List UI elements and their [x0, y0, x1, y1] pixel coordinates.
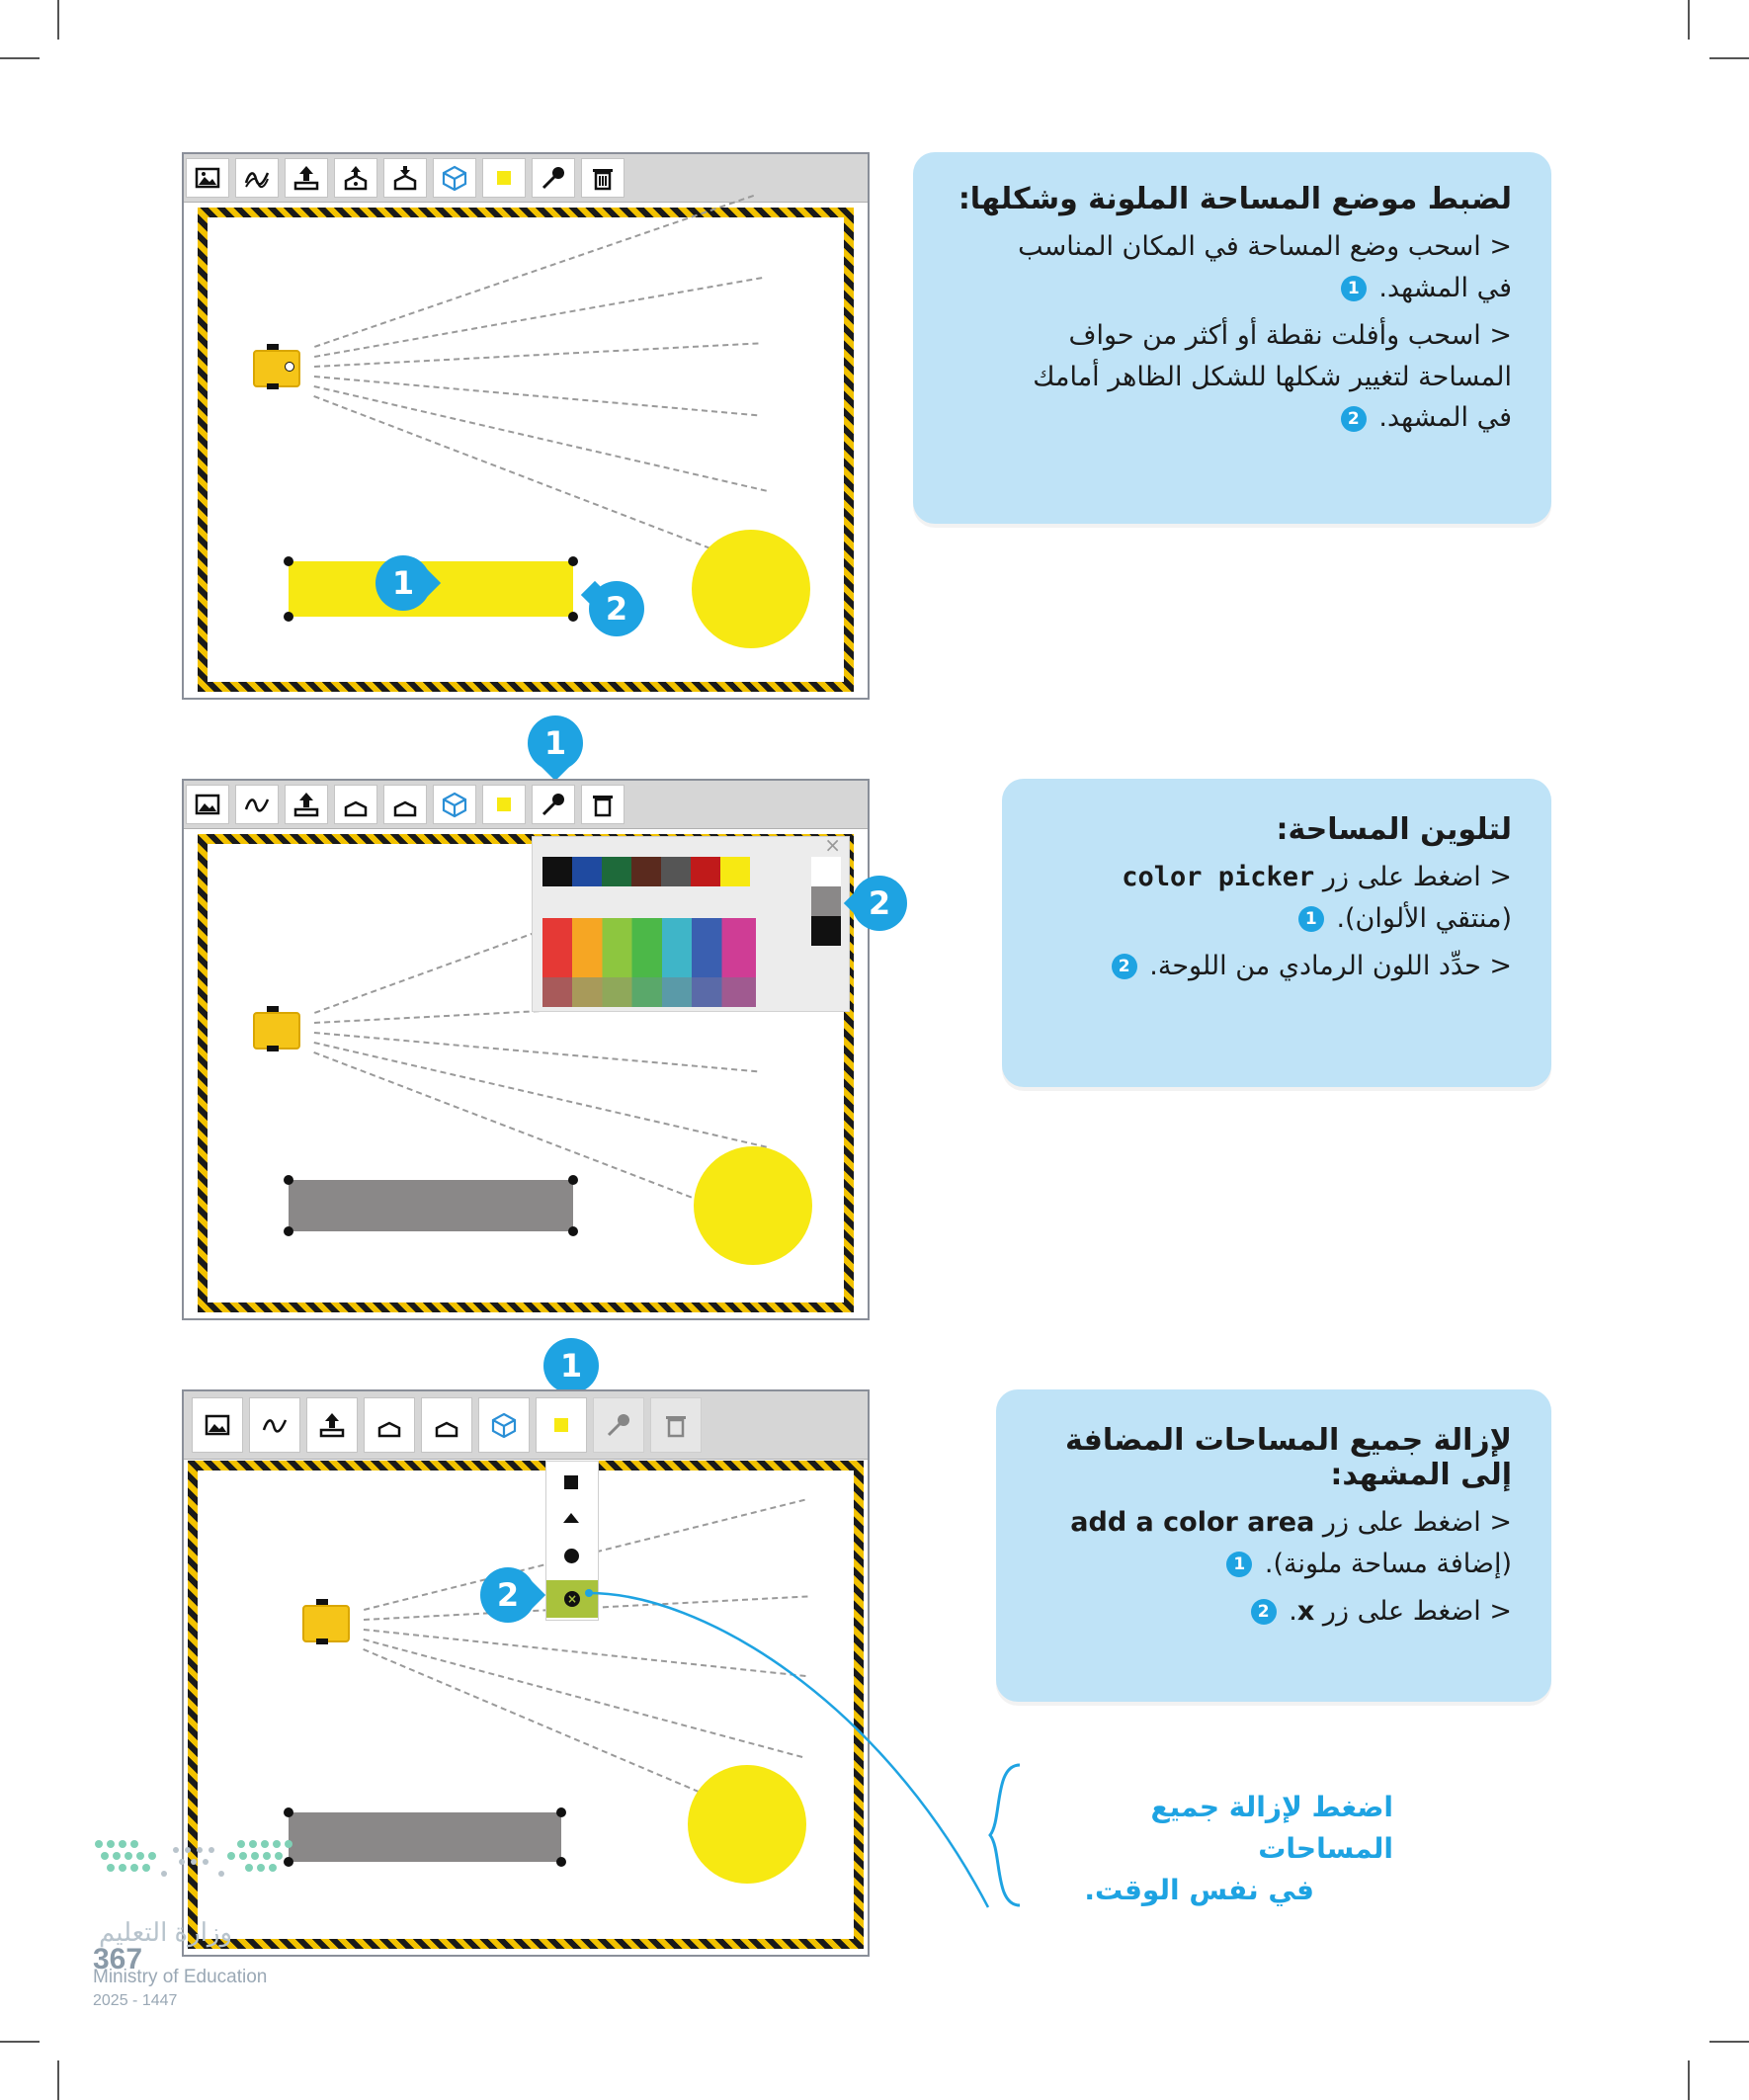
- robot-upload-icon[interactable]: [364, 1397, 415, 1453]
- gray-swatch[interactable]: [811, 886, 841, 916]
- gray-color-area[interactable]: [289, 1812, 561, 1862]
- gray-color-area[interactable]: [289, 1180, 573, 1231]
- robot-upload-icon[interactable]: [334, 785, 377, 824]
- trash-icon: [650, 1397, 702, 1453]
- toolbar: [184, 154, 868, 203]
- robot-icon[interactable]: [296, 1599, 352, 1644]
- year-label: 2025 - 1447: [93, 1992, 178, 2009]
- screenshot-area-position: [182, 152, 870, 700]
- triangle-shape-icon[interactable]: [563, 1513, 579, 1523]
- page-number: 367: [93, 1943, 143, 1975]
- step-badge-2: 2: [589, 581, 644, 636]
- color-picker-icon[interactable]: [532, 158, 575, 198]
- upload-icon[interactable]: [306, 1397, 358, 1453]
- section-title: لتلوين المساحة:: [1276, 812, 1512, 847]
- path-icon[interactable]: [235, 785, 279, 824]
- close-icon: ×: [564, 1591, 580, 1607]
- note-bracket: [984, 1761, 1024, 1909]
- trash-icon[interactable]: [581, 158, 625, 198]
- step-badge-1: 1: [543, 1338, 599, 1393]
- path-icon[interactable]: [235, 158, 279, 198]
- remove-all-note: اضغط لإزالة جميع المساحات في نفس الوقت.: [1084, 1791, 1393, 1906]
- image-icon[interactable]: [186, 158, 229, 198]
- ministry-logo: [93, 1834, 300, 1903]
- instruction-box-remove: لإزالة جميع المساحات المضافة إلى المشهد: < اضغط على زر add a color area (إضافة مساحة ملونة). 1 < اضغط على زر x. 2: [996, 1389, 1551, 1702]
- cube-icon[interactable]: [478, 1397, 530, 1453]
- screenshot-color-picker: [182, 779, 870, 1320]
- instruction-box-color: لتلوين المساحة: < اضغط على زر color picker (منتقي الألوان). 1 < حدِّد اللون الرمادي من اللوحة. 2: [1002, 779, 1551, 1087]
- cube-icon[interactable]: [433, 158, 476, 198]
- robot-download-icon[interactable]: [421, 1397, 472, 1453]
- path-icon[interactable]: [249, 1397, 300, 1453]
- color-area-icon[interactable]: [482, 785, 526, 824]
- yellow-circle: [694, 1146, 812, 1265]
- robot-icon[interactable]: [247, 1006, 302, 1051]
- step-badge-2: 2: [480, 1567, 536, 1623]
- scene-stage: [198, 208, 854, 692]
- color-picker-icon[interactable]: [532, 785, 575, 824]
- square-shape-icon[interactable]: [564, 1475, 578, 1489]
- color-area-icon[interactable]: [482, 158, 526, 198]
- toolbar: [184, 1391, 868, 1460]
- step-badge-1: 1: [528, 715, 583, 771]
- robot-upload-icon[interactable]: [334, 158, 377, 198]
- image-icon[interactable]: [192, 1397, 243, 1453]
- ministry-name-en: Ministry of Education: [93, 1967, 268, 1987]
- step-badge-1: 1: [375, 555, 431, 611]
- ministry-name-ar: وزارة التعليم: [99, 1917, 233, 1947]
- robot-icon[interactable]: [247, 344, 302, 389]
- robot-download-icon[interactable]: [383, 158, 427, 198]
- image-icon[interactable]: [186, 785, 229, 824]
- connector-line: [583, 1581, 998, 1917]
- section-title: لضبط موضع المساحة الملونة وشكلها:: [958, 182, 1512, 216]
- section-title: لإزالة جميع المساحات المضافة إلى المشهد:: [1065, 1423, 1512, 1492]
- step-badge-2: 2: [852, 876, 907, 931]
- color-picker-icon: [593, 1397, 644, 1453]
- upload-icon[interactable]: [285, 785, 328, 824]
- yellow-circle: [692, 530, 810, 648]
- robot-download-icon[interactable]: [383, 785, 427, 824]
- color-area-icon[interactable]: [536, 1397, 587, 1453]
- color-palette: [532, 833, 850, 1012]
- circle-shape-icon[interactable]: [564, 1549, 579, 1563]
- instruction-box-position: لضبط موضع المساحة الملونة وشكلها: < اسحب وضع المساحة في المكان المناسب في المشهد. 1 < اسحب وأفلت نقطة أو أكثر من حواف المساحة لتغيير شكلها للشكل الظاهر أمامك في المشهد. 2: [913, 152, 1551, 524]
- cube-icon[interactable]: [433, 785, 476, 824]
- close-icon[interactable]: ×: [824, 833, 841, 857]
- upload-icon[interactable]: [285, 158, 328, 198]
- toolbar: [184, 781, 868, 829]
- trash-icon[interactable]: [581, 785, 625, 824]
